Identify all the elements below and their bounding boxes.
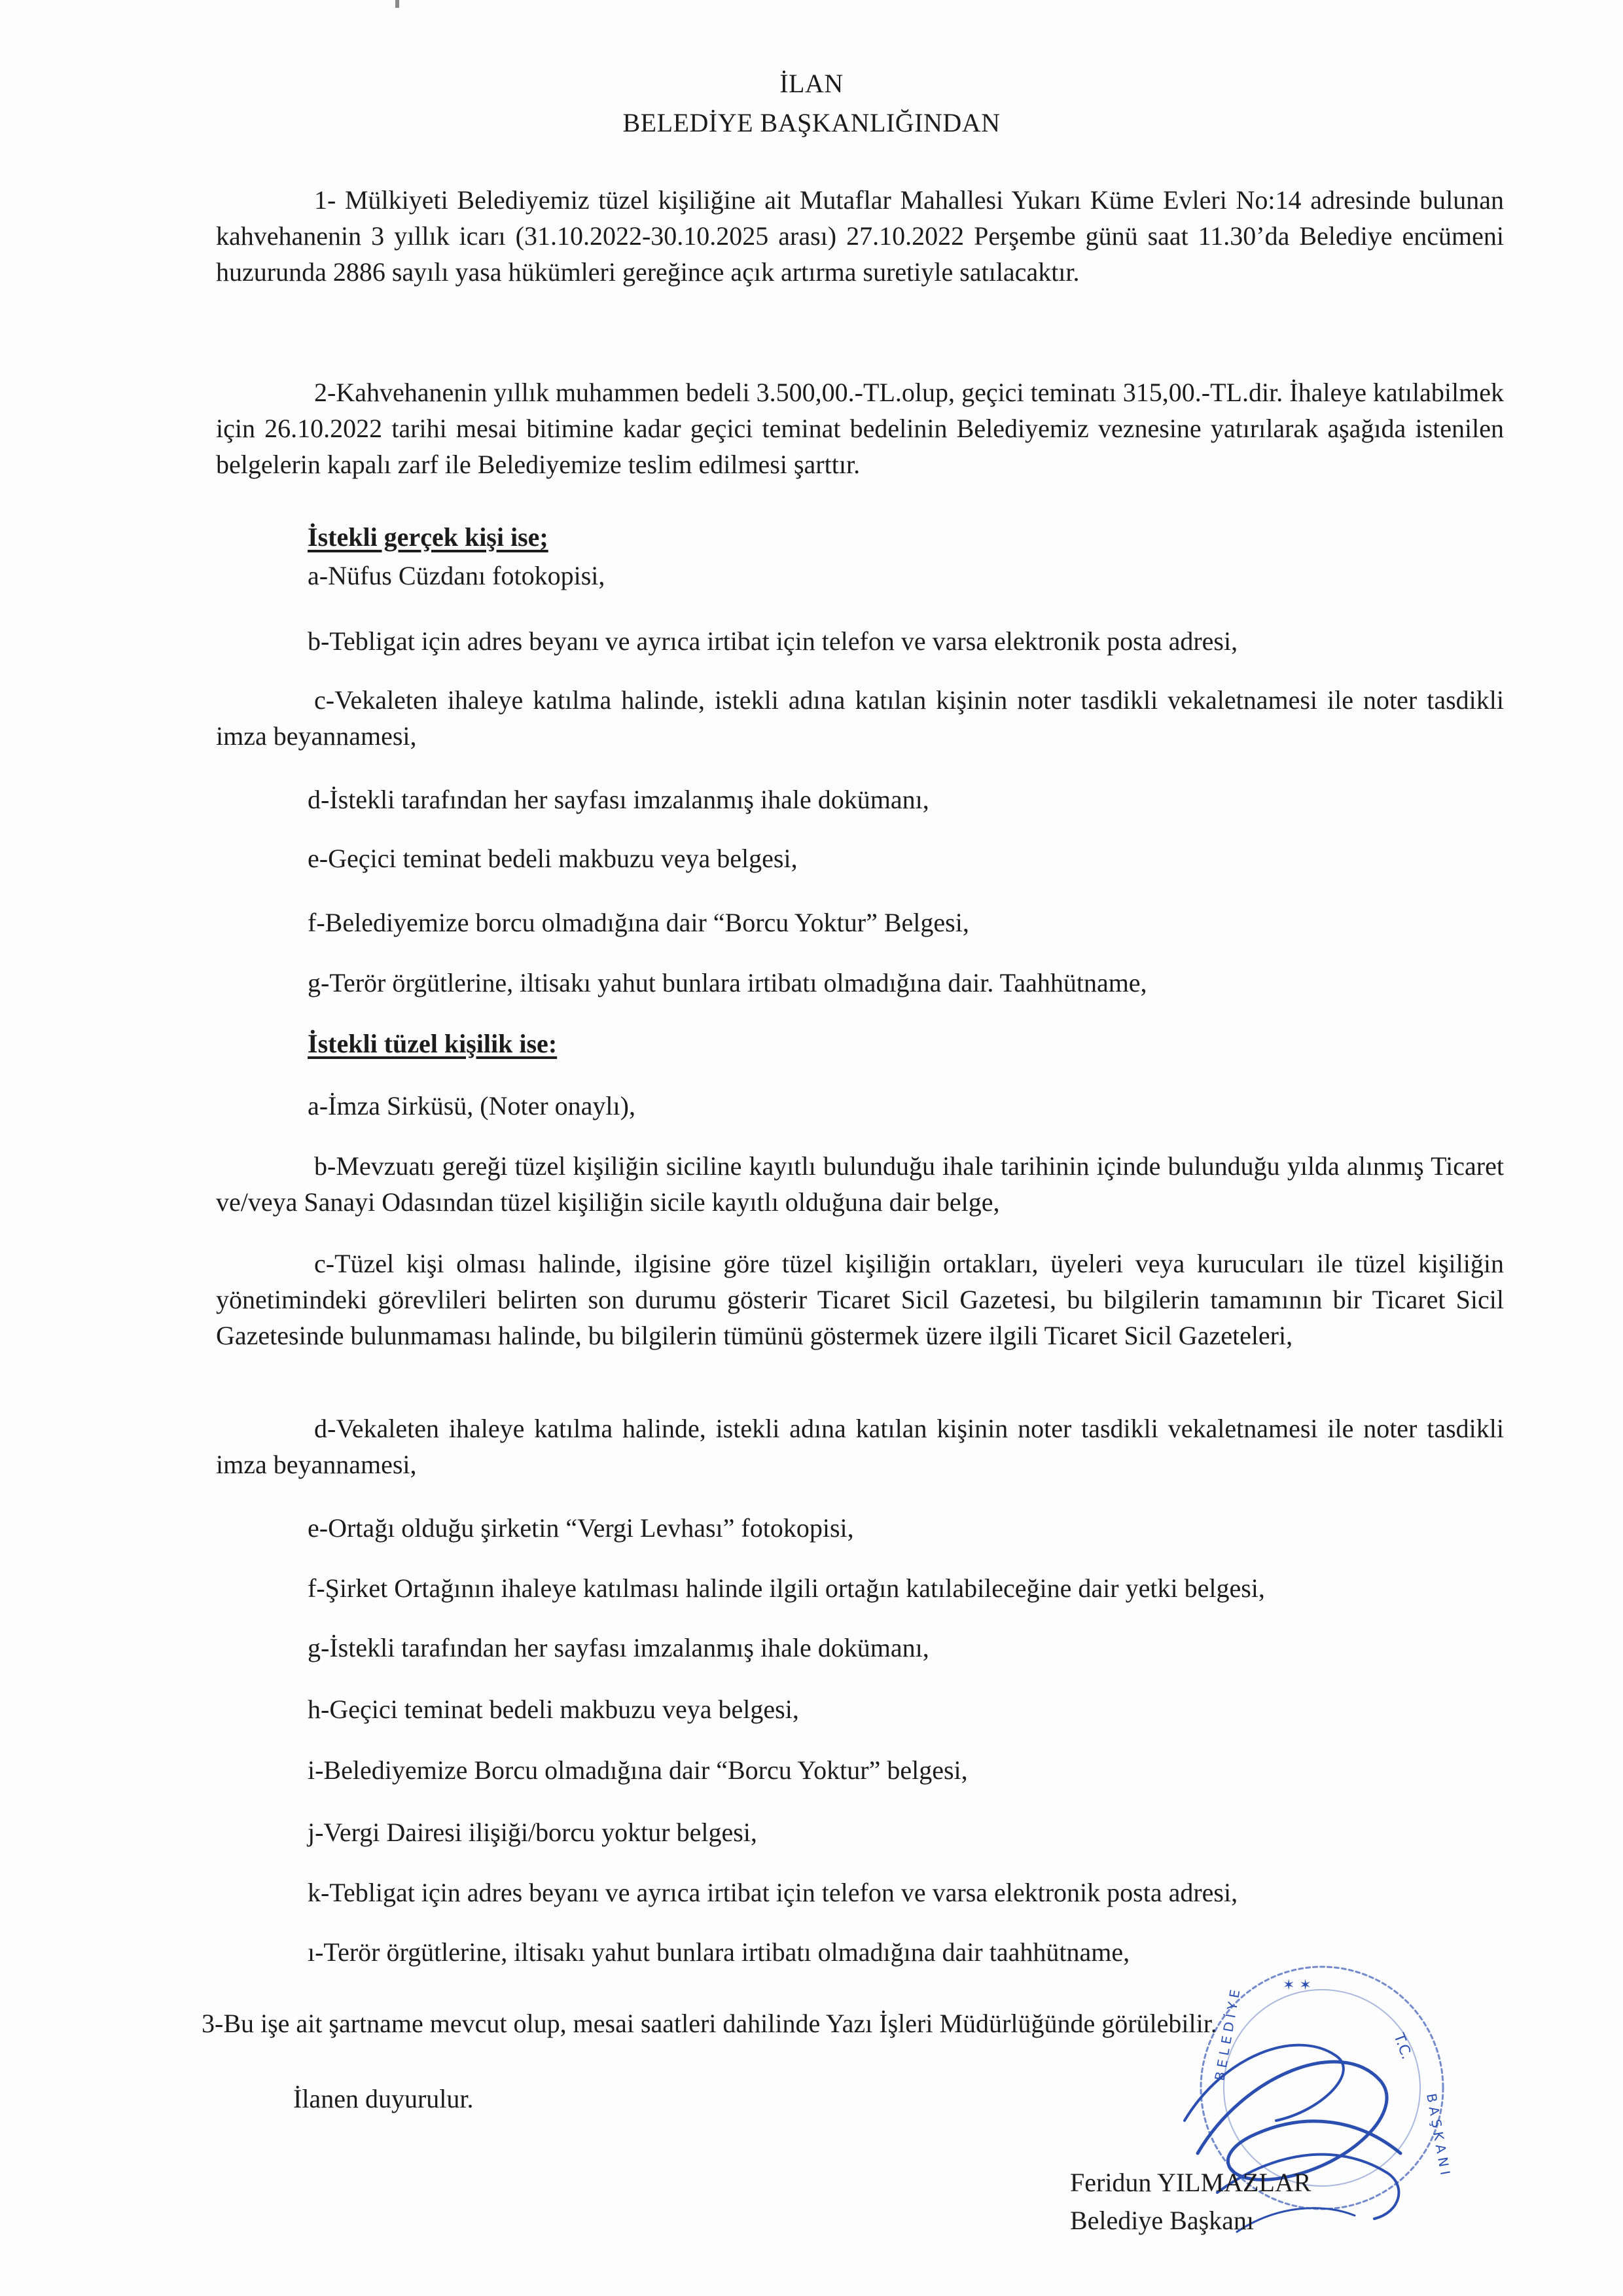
svg-text:B A Ş K A N I: B A Ş K A N I <box>1423 2092 1454 2176</box>
document-title: İLAN <box>779 69 844 98</box>
legal-entity-item-g: g-İstekli tarafından her sayfası imzalanmış ihale dokümanı, <box>308 1633 929 1662</box>
paragraph-2: 2-Kahvehanenin yıllık muhammen bedeli 3.500,00.-TL.olup, geçici teminatı 315,00.-TL.dir. İhaleye katılabilmek için 26.10.2022 tarihi mesai bitimine kadar geçici teminat bedelinin Belediyemiz veznesine yatırılarak aşağıda istenilen belgelerin kapalı zarf ile Belediyemize teslim edilmesi şarttır. <box>216 378 1504 479</box>
real-person-item-c: c-Vekaleten ihaleye katılma halinde, istekli adına katılan kişinin noter tasdikli vekaletnamesi ile noter tasdikli imza beyannamesi, <box>216 685 1504 751</box>
svg-text:T.C.: T.C. <box>1390 2031 1415 2062</box>
svg-text:B E L E D İ Y E: B E L E D İ Y E <box>1211 1988 1243 2082</box>
paragraph-1: 1- Mülkiyeti Belediyemiz tüzel kişiliğine ait Mutaflar Mahallesi Yukarı Küme Evleri No:14 adresinde bulunan kahvehanenin 3 yıllık icarı (31.10.2022-30.10.2025 arası) 27.10.2022 Perşembe günü saat 11.30’da Belediye encümeni huzurunda 2886 sayılı yasa hükümleri gereğince açık artırma suretiyle satılacaktır. <box>216 185 1504 287</box>
announcement-line: İlanen duyurulur. <box>293 2084 474 2113</box>
scan-mark <box>395 0 399 8</box>
signatory-name: Feridun YILMAZLAR <box>1070 2168 1311 2197</box>
legal-entity-item-a: a-İmza Sirküsü, (Noter onaylı), <box>308 1091 635 1121</box>
paragraph-3: 3-Bu işe ait şartname mevcut olup, mesai saatleri dahilinde Yazı İşleri Müdürlüğünde görülebilir. <box>202 2009 1217 2038</box>
legal-entity-item-i: i-Belediyemize Borcu olmadığına dair “Borcu Yoktur” belgesi, <box>308 1755 968 1785</box>
real-person-item-f: f-Belediyemize borcu olmadığına dair “Borcu Yoktur” Belgesi, <box>308 908 969 937</box>
real-person-item-g: g-Terör örgütlerine, iltisakı yahut bunlara irtibatı olmadığına dair. Taahhütname, <box>308 968 1147 997</box>
real-person-item-d: d-İstekli tarafından her sayfası imzalanmış ihale dokümanı, <box>308 785 929 814</box>
real-person-item-b: b-Tebligat için adres beyanı ve ayrıca irtibat için telefon ve varsa elektronik posta adresi, <box>308 626 1238 656</box>
signatory-title: Belediye Başkanı <box>1070 2206 1255 2235</box>
legal-entity-item-l: ı-Terör örgütlerine, iltisakı yahut bunlara irtibatı olmadığına dair taahhütname, <box>308 1937 1130 1967</box>
real-person-item-e: e-Geçici teminat bedeli makbuzu veya belgesi, <box>308 844 798 873</box>
legal-entity-item-f: f-Şirket Ortağının ihaleye katılması halinde ilgili ortağın katılabileceğine dair yetki belgesi, <box>308 1573 1265 1603</box>
svg-text:✶ ✶: ✶ ✶ <box>1283 1977 1311 1994</box>
legal-entity-item-e: e-Ortağı olduğu şirketin “Vergi Levhası” fotokopisi, <box>308 1513 854 1543</box>
legal-entity-item-h: h-Geçici teminat bedeli makbuzu veya belgesi, <box>308 1695 799 1724</box>
real-person-item-a: a-Nüfus Cüzdanı fotokopisi, <box>308 561 605 590</box>
legal-entity-item-k: k-Tebligat için adres beyanı ve ayrıca irtibat için telefon ve varsa elektronik posta adresi, <box>308 1878 1238 1907</box>
legal-entity-item-d: d-Vekaleten ihaleye katılma halinde, istekli adına katılan kişinin noter tasdikli vekaletnamesi ile noter tasdikli imza beyannamesi, <box>216 1414 1504 1479</box>
legal-entity-item-c: c-Tüzel kişi olması halinde, ilgisine göre tüzel kişiliğin ortakları, üyeleri veya kurucuları ile tüzel kişiliğin yönetimindeki görevlileri belirten son durumu gösterir Ticaret Sicil Gazetesi, bu bilgilerin tamamının bir Ticaret Sicil Gazetesinde bulunmaması halinde, bu bilgilerin tümünü göstermek üzere ilgili Ticaret Sicil Gazeteleri, <box>216 1249 1504 1350</box>
legal-entity-item-j: j-Vergi Dairesi ilişiği/borcu yoktur belgesi, <box>308 1818 757 1847</box>
legal-entity-item-b: b-Mevzuatı gereği tüzel kişiliğin siciline kayıtlı bulunduğu ihale tarihinin içinde bulunduğu yılda alınmış Ticaret ve/veya Sanayi Odasından tüzel kişiliğin sicile kayıtlı olduğuna dair belge, <box>216 1151 1504 1217</box>
legal-entity-heading: İstekli tüzel kişilik ise: <box>308 1029 558 1058</box>
document-subtitle: BELEDİYE BAŞKANLIĞINDAN <box>622 108 1001 137</box>
real-person-heading: İstekli gerçek kişi ise; <box>308 522 548 552</box>
